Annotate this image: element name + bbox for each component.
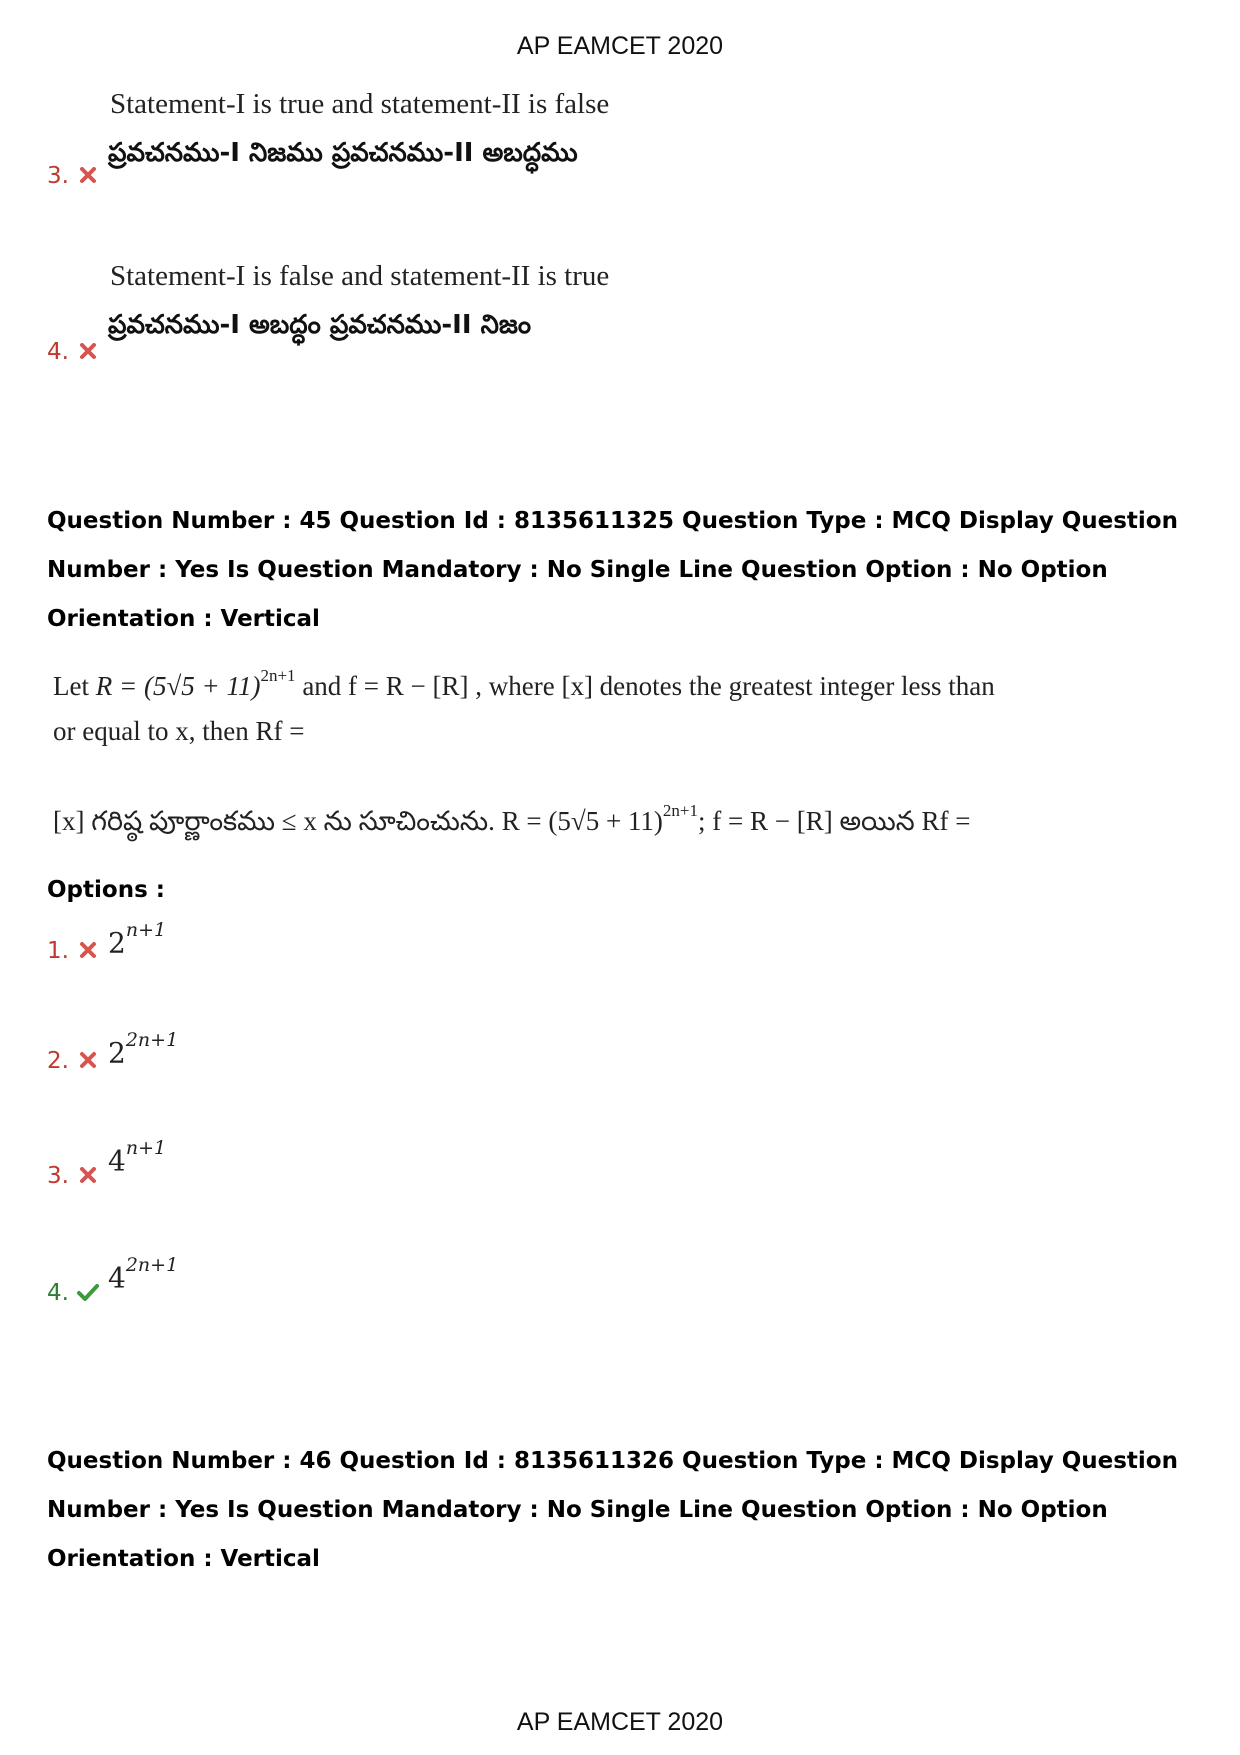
option-text-te: ప్రవచనము-I నిజము ప్రవచనము-II అబద్ధము xyxy=(108,138,578,168)
option-number: 2. xyxy=(47,1048,69,1074)
exponent: 2n+1 xyxy=(260,666,296,685)
option-number: 3. xyxy=(47,1163,69,1189)
base: 4 xyxy=(108,1144,126,1178)
cross-icon xyxy=(78,341,98,361)
question-45-text-line1 xyxy=(53,666,995,702)
option-text-en: Statement-I is true and statement-II is false xyxy=(110,88,610,120)
option-value xyxy=(108,1029,179,1070)
exponent: 2n+1 xyxy=(662,801,699,820)
text-let: Let xyxy=(53,671,96,701)
option-value xyxy=(108,919,167,960)
exponent: 2n+1 xyxy=(125,1029,179,1051)
option-text-en: Statement-I is false and statement-II is true xyxy=(110,260,610,292)
cross-icon xyxy=(78,1050,98,1070)
expr-R: R = (5√5 + 11) xyxy=(95,671,261,701)
option-text-te: ప్రవచనము-I అబద్ధం ప్రవచనము-II నిజం xyxy=(108,310,532,340)
question-45-meta: Question Number : 45 Question Id : 8135611325 Question Type : MCQ Display Question Number : Yes Is Question Mandatory : No Single Line Question Option : No Option Orientation : Vertical xyxy=(47,508,1178,632)
base: 4 xyxy=(108,1261,126,1295)
options-label: Options : xyxy=(47,877,165,903)
question-45-text-line2: or equal to x, then Rf = xyxy=(53,716,305,746)
cross-icon xyxy=(78,940,98,960)
option-value xyxy=(108,1137,167,1178)
option-value xyxy=(108,1254,179,1295)
check-icon xyxy=(76,1282,100,1302)
text-mid: and f = R − [R] , where [x] denotes the greatest integer less than xyxy=(295,671,995,701)
option-number: 3. xyxy=(47,163,69,189)
te-post: ; f = R − [R] అయిన Rf = xyxy=(698,806,971,836)
cross-icon xyxy=(78,165,98,185)
te-pre: [x] గరిష్ఠ పూర్ణాంకము ≤ x ను సూచించును. R = (5√5 + 11) xyxy=(53,806,663,836)
option-number: 4. xyxy=(47,339,69,365)
option-number: 4. xyxy=(47,1280,69,1306)
exponent: 2n+1 xyxy=(125,1254,179,1276)
base: 2 xyxy=(108,1036,126,1070)
question-45-telugu xyxy=(53,801,971,844)
exponent: n+1 xyxy=(125,1137,167,1159)
option-number: 1. xyxy=(47,938,69,964)
page-header: AP EAMCET 2020 xyxy=(516,32,724,60)
exponent: n+1 xyxy=(125,919,167,941)
base: 2 xyxy=(108,926,126,960)
page-footer: AP EAMCET 2020 xyxy=(516,1708,724,1736)
cross-icon xyxy=(78,1165,98,1185)
question-46-meta: Question Number : 46 Question Id : 8135611326 Question Type : MCQ Display Question Number : Yes Is Question Mandatory : No Single Line Question Option : No Option Orientation : Vertical xyxy=(47,1448,1178,1572)
